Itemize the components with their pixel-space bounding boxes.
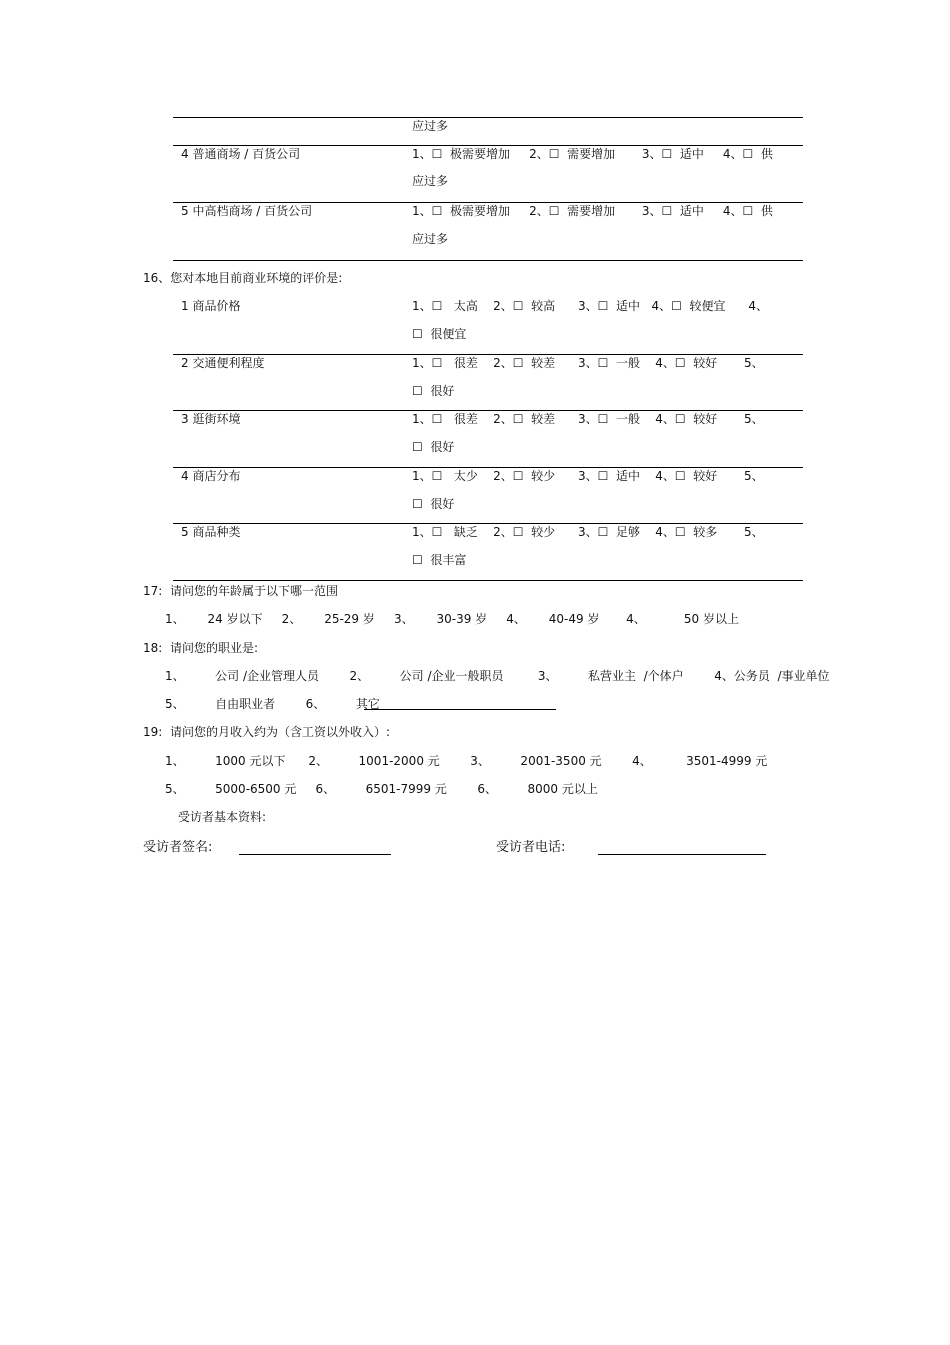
table-rule <box>173 260 803 261</box>
row-options-wrap[interactable]: ☐ 很便宜 <box>412 327 467 341</box>
table-rule <box>173 580 803 581</box>
row-label: 2 交通便利程度 <box>181 356 265 370</box>
question-18-title: 18: 请问您的职业是: <box>143 641 258 655</box>
signature-label: 受访者签名: <box>143 840 213 855</box>
table-rule <box>173 117 803 118</box>
question-16-title: 16、您对本地目前商业环境的评价是: <box>143 271 343 285</box>
row-options[interactable]: 1、☐ 很差 2、☐ 较差 3、☐ 一般 4、☐ 较好 5、 <box>412 356 764 370</box>
row-label: 3 逛街环境 <box>181 412 241 426</box>
row-label: 1 商品价格 <box>181 299 241 313</box>
signature-field[interactable] <box>239 854 391 855</box>
row-options[interactable]: 1、☐ 太少 2、☐ 较少 3、☐ 适中 4、☐ 较好 5、 <box>412 469 764 483</box>
question-19-title: 19: 请问您的月收入约为（含工资以外收入）: <box>143 725 390 739</box>
phone-label: 受访者电话: <box>496 840 566 855</box>
other-occupation-field[interactable] <box>364 709 556 710</box>
row-options-wrap: 应过多 <box>412 232 449 246</box>
row-label: 5 中高档商场 / 百货公司 <box>181 204 313 218</box>
phone-field[interactable] <box>598 854 766 855</box>
row-label: 4 商店分布 <box>181 469 241 483</box>
row-options[interactable]: 1、☐ 太高 2、☐ 较高 3、☐ 适中 4、☐ 较便宜 4、 <box>412 299 769 313</box>
row-label: 5 商品种类 <box>181 525 241 539</box>
row-label: 4 普通商场 / 百货公司 <box>181 147 301 161</box>
question-18-options-line1[interactable]: 1、 公司 /企业管理人员 2、 公司 /企业一般职员 3、 私营业主 /个体户 4、公务员 /事业单位 <box>165 669 830 683</box>
row-options[interactable]: 1、☐ 很差 2、☐ 较差 3、☐ 一般 4、☐ 较好 5、 <box>412 412 764 426</box>
question-19-options-line2[interactable]: 5、 5000-6500 元 6、 6501-7999 元 6、 8000 元以上 <box>165 782 598 796</box>
row-options[interactable]: 1、☐ 缺乏 2、☐ 较少 3、☐ 足够 4、☐ 较多 5、 <box>412 525 764 539</box>
question-19-options-line1[interactable]: 1、 1000 元以下 2、 1001-2000 元 3、 2001-3500 元 4、 3501-4999 元 <box>165 754 768 768</box>
row-options[interactable]: 1、☐ 极需要增加 2、☐ 需要增加 3、☐ 适中 4、☐ 供 <box>412 147 773 161</box>
row-options-wrap[interactable]: ☐ 很好 <box>412 440 455 454</box>
question-17-options[interactable]: 1、 24 岁以下 2、 25-29 岁 3、 30-39 岁 4、 40-49 岁 4、 50 岁以上 <box>165 612 740 626</box>
row3-wrap-text: 应过多 <box>412 119 449 133</box>
row-options-wrap: 应过多 <box>412 174 449 188</box>
question-18-options-line2[interactable]: 5、 自由职业者 6、 其它 <box>165 697 380 711</box>
row-options-wrap[interactable]: ☐ 很好 <box>412 497 455 511</box>
row-options-wrap[interactable]: ☐ 很好 <box>412 384 455 398</box>
row-options[interactable]: 1、☐ 极需要增加 2、☐ 需要增加 3、☐ 适中 4、☐ 供 <box>412 204 773 218</box>
basic-info-heading: 受访者基本资料: <box>178 810 267 824</box>
row-options-wrap[interactable]: ☐ 很丰富 <box>412 553 467 567</box>
question-17-title: 17: 请问您的年龄属于以下哪一范围 <box>143 584 338 598</box>
